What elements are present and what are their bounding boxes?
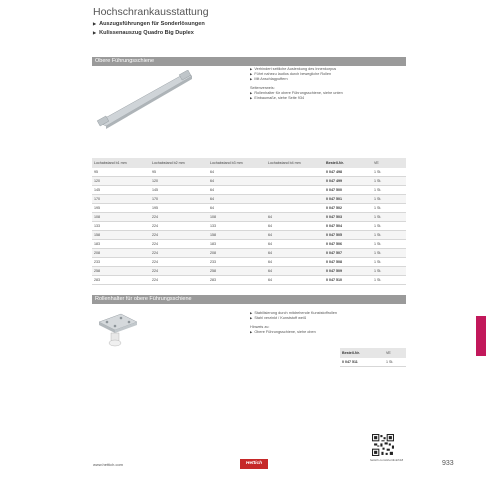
table-cell: 208: [208, 249, 266, 258]
table-row: [92, 231, 406, 240]
subtitle-product: ▶ Kulissenauszug Quadro Big Duplex: [93, 30, 194, 36]
table-cell: 64: [208, 195, 266, 204]
feature-item: ▶ Stahl verzinkt / Kunststoff weiß: [250, 316, 307, 320]
table-cell: 224: [150, 240, 208, 249]
table-cell: 0 047 504: [324, 222, 372, 231]
table-cell: 1 St.: [372, 240, 406, 249]
table-row: [92, 267, 406, 276]
table-cell: 0 047 501: [324, 195, 372, 204]
column-header: Lochabstand b4 mm: [266, 158, 324, 168]
table-cell: 64: [266, 276, 324, 285]
table-cell: [266, 186, 324, 195]
section-header-roller-holder: Rollenhalter für obere Führungsschiene: [92, 295, 406, 304]
column-header: Lochabstand b1 mm: [92, 158, 150, 168]
table-cell: 64: [266, 231, 324, 240]
table-cell: 0 047 507: [324, 249, 372, 258]
table-row: [92, 240, 406, 249]
table-cell: 258: [208, 267, 266, 276]
table-cell: 233: [208, 258, 266, 267]
table-cell: 1 St.: [372, 168, 406, 177]
table-cell: 195: [150, 204, 208, 213]
table-cell: 145: [92, 186, 150, 195]
table-cell: 1 St.: [372, 231, 406, 240]
footer-website[interactable]: www.hettich.com: [93, 462, 124, 467]
page-title: Hochschrankausstattung: [93, 6, 209, 18]
table-cell: 120: [150, 177, 208, 186]
note-item: ▶ Einbaumaße, siehe Seite 934: [250, 96, 305, 100]
table-cell: 170: [92, 195, 150, 204]
table-cell: 1 St.: [372, 204, 406, 213]
column-header: VE: [372, 158, 406, 168]
table-row: [92, 204, 406, 213]
table-cell: 133: [208, 222, 266, 231]
table-cell: 64: [208, 168, 266, 177]
table-cell: 0 047 505: [324, 231, 372, 240]
page-number: 933: [442, 460, 454, 467]
upper-rail-table: [92, 158, 406, 285]
table-cell: 64: [266, 222, 324, 231]
table-cell: 1 St.: [372, 186, 406, 195]
upper-rail-features: [250, 67, 410, 101]
column-header: VE: [384, 348, 406, 358]
table-cell: 1 St.: [372, 258, 406, 267]
feature-item: ▶ Verhindert seitliche Auslenkung des Innenkorpus: [250, 67, 337, 71]
table-cell: 1 St.: [372, 276, 406, 285]
note-title: Seitenverweis:: [250, 86, 275, 90]
qr-code-url: hettich.com/shortlink/h18: [370, 458, 404, 462]
section-header-upper-rail: Obere Führungsschiene: [92, 57, 406, 66]
table-cell: 64: [266, 240, 324, 249]
table-row: [92, 249, 406, 258]
table-cell: 64: [266, 249, 324, 258]
table-cell: 0 047 500: [324, 186, 372, 195]
table-cell: 133: [92, 222, 150, 231]
column-header: Bestell-Nr.: [340, 348, 384, 358]
table-cell: 224: [150, 213, 208, 222]
feature-item: ▶ Stabilisierung durch mitdrehende Kunststoffrollen: [250, 311, 337, 315]
table-row: [92, 258, 406, 267]
upper-rail-image: [96, 70, 196, 130]
table-cell: 1 St.: [372, 222, 406, 231]
table-cell: 158: [208, 231, 266, 240]
table-cell: [266, 195, 324, 204]
column-header: Bestell-Nr.: [324, 158, 372, 168]
table-cell: 0 047 511: [340, 358, 384, 367]
table-cell: 95: [92, 168, 150, 177]
table-cell: 224: [150, 231, 208, 240]
table-cell: 224: [150, 249, 208, 258]
table-cell: 0 047 499: [324, 177, 372, 186]
chapter-tab-marker: [476, 316, 486, 356]
table-cell: 0 047 506: [324, 240, 372, 249]
table-row: [92, 222, 406, 231]
feature-item: ▶ Mit Anschlagpuffern: [250, 77, 288, 81]
table-cell: 170: [150, 195, 208, 204]
table-cell: 283: [92, 276, 150, 285]
table-cell: 1 St.: [372, 267, 406, 276]
qr-code-image: [372, 434, 394, 456]
table-cell: 64: [266, 267, 324, 276]
hettich-logo: Hettich: [240, 459, 268, 469]
table-cell: 283: [208, 276, 266, 285]
roller-holder-features: [250, 311, 410, 335]
table-cell: 64: [208, 204, 266, 213]
table-cell: 208: [92, 249, 150, 258]
note-item: ▶ Rollenhalter für obere Führungsschiene, siehe unten: [250, 91, 343, 95]
table-cell: 95: [150, 168, 208, 177]
table-cell: 120: [92, 177, 150, 186]
table-row: [92, 195, 406, 204]
roller-holder-image: [95, 308, 141, 350]
table-cell: 195: [92, 204, 150, 213]
table-cell: 64: [208, 186, 266, 195]
table-row: [92, 276, 406, 285]
roller-holder-table: [340, 348, 406, 367]
table-cell: [266, 204, 324, 213]
table-cell: 224: [150, 258, 208, 267]
table-cell: 108: [92, 213, 150, 222]
table-cell: 64: [208, 177, 266, 186]
table-cell: 1 St.: [372, 177, 406, 186]
column-header: Lochabstand b2 mm: [150, 158, 208, 168]
table-cell: 64: [266, 258, 324, 267]
table-cell: 1 St.: [372, 195, 406, 204]
table-cell: 158: [92, 231, 150, 240]
table-cell: 1 St.: [372, 249, 406, 258]
table-row: [92, 186, 406, 195]
table-header-row: [340, 348, 406, 358]
table-row: [92, 168, 406, 177]
table-cell: 0 047 498: [324, 168, 372, 177]
subtitle-category: ▶ Auszugsführungen für Sonderlösungen: [93, 21, 205, 27]
table-cell: 108: [208, 213, 266, 222]
table-cell: 1 St.: [384, 358, 406, 367]
table-row: [92, 213, 406, 222]
feature-item: ▶ Führt nahezu lautlos durch bewegliche Rollen: [250, 72, 332, 76]
table-cell: 145: [150, 186, 208, 195]
table-cell: 0 047 510: [324, 276, 372, 285]
table-cell: 64: [266, 213, 324, 222]
table-cell: 233: [92, 258, 150, 267]
table-cell: 183: [92, 240, 150, 249]
table-cell: 0 047 503: [324, 213, 372, 222]
table-cell: [266, 177, 324, 186]
table-header-row: [92, 158, 406, 168]
table-cell: 224: [150, 222, 208, 231]
table-cell: 0 047 509: [324, 267, 372, 276]
table-cell: 224: [150, 276, 208, 285]
note-item: ▶ Obere Führungsschiene, siehe oben: [250, 330, 316, 334]
table-cell: 0 047 508: [324, 258, 372, 267]
table-cell: [266, 168, 324, 177]
column-header: Lochabstand b3 mm: [208, 158, 266, 168]
table-cell: 224: [150, 267, 208, 276]
table-row: [92, 177, 406, 186]
table-cell: 183: [208, 240, 266, 249]
table-row: [340, 358, 406, 367]
note-title: Hinweis zu:: [250, 325, 270, 329]
table-cell: 0 047 502: [324, 204, 372, 213]
table-cell: 1 St.: [372, 213, 406, 222]
table-cell: 258: [92, 267, 150, 276]
